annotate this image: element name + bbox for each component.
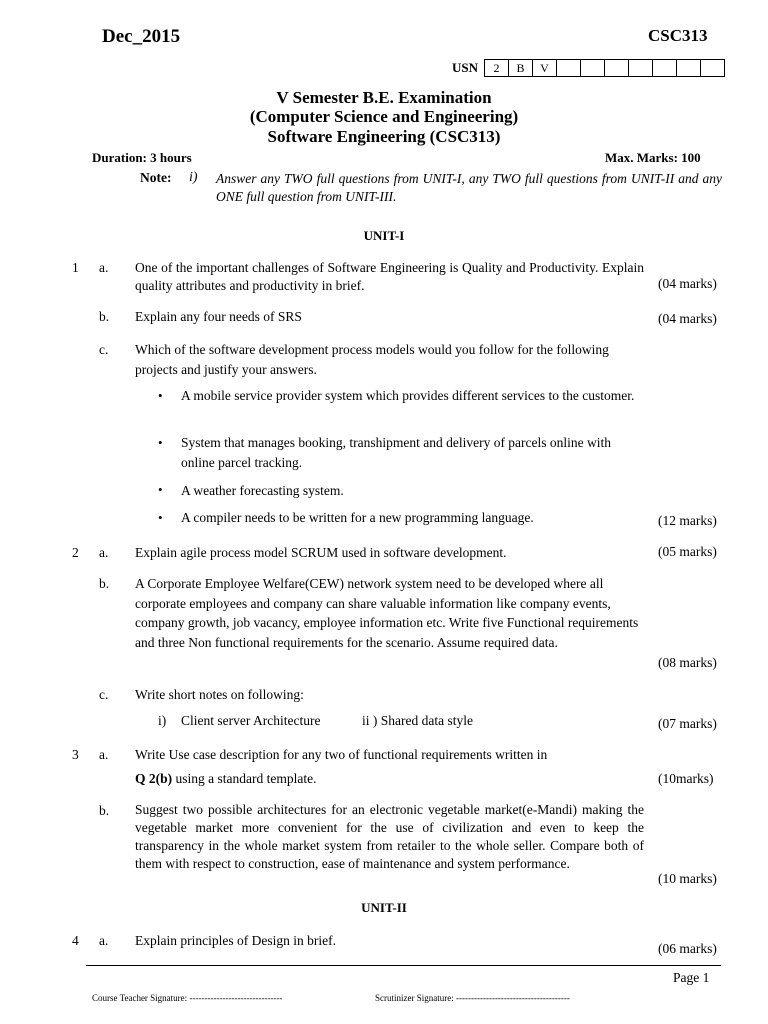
bullet-icon: •	[158, 482, 163, 497]
subject-title: Software Engineering (CSC313)	[267, 127, 501, 146]
sub-label: a.	[99, 260, 109, 275]
teacher-signature: Course Teacher Signature: -------------------------------	[92, 993, 283, 1003]
list-index: i)	[158, 713, 167, 728]
usn-box	[677, 60, 701, 76]
usn-box	[605, 60, 629, 76]
unit-heading: UNIT-II	[361, 900, 407, 915]
sub-label: a.	[99, 933, 109, 948]
usn-box	[581, 60, 605, 76]
bullet-text: A weather forecasting system.	[181, 483, 344, 498]
usn-box	[701, 60, 724, 76]
marks: (12 marks)	[658, 513, 717, 528]
question-number: 3	[72, 747, 79, 762]
duration: Duration: 3 hours	[92, 150, 192, 165]
question-text: using a standard template.	[172, 771, 317, 786]
question-text: A Corporate Employee Welfare(CEW) network system need to be developed where all corporate employees and company can share valuable information like company events, company growth, job vacancy, employee information etc. Write five Functional requirements and three Non functional requirements for the scenario. Assume required data.	[135, 576, 639, 650]
question-text: Write Use case description for any two of functional requirements written in	[135, 747, 548, 762]
sub-label: c.	[99, 342, 109, 357]
usn-field	[452, 59, 725, 77]
usn-label: USN	[452, 60, 479, 75]
list-item: ii ) Shared data style	[362, 713, 473, 728]
question-text: Suggest two possible architectures for an electronic vegetable market(e-Mandi) making the vegetable market more convenient for the use of civilization and even to keep the transparency in the whole market system from retailer to the whole seller. Compare both of them with respect to construction, ease of maintenance and system performance.	[135, 802, 644, 871]
sub-label: b.	[99, 576, 110, 591]
note-text: Answer any TWO full questions from UNIT-I, any TWO full questions from UNIT-II and any ONE full question from UNIT-III.	[216, 171, 722, 204]
question-text: One of the important challenges of Software Engineering is Quality and Productivity. Explain quality attributes and productivity in brief.	[135, 260, 644, 293]
question-text: Explain agile process model SCRUM used in software development.	[135, 545, 507, 560]
exam-date: Dec_2015	[102, 26, 181, 47]
sub-label: a.	[99, 747, 109, 762]
question-number: 4	[72, 933, 79, 948]
question-text: Explain principles of Design in brief.	[135, 933, 336, 948]
question-number: 1	[72, 260, 79, 275]
marks: (07 marks)	[658, 716, 717, 731]
usn-box: V	[533, 60, 557, 76]
question-text: Which of the software development process models would you follow for the following projects and justify your answers.	[135, 342, 609, 377]
exam-title: V Semester B.E. Examination	[276, 88, 492, 107]
usn-boxes	[484, 59, 725, 77]
footer-divider	[86, 965, 721, 966]
usn-box	[557, 60, 581, 76]
marks: (05 marks)	[658, 544, 717, 559]
bullet-text: System that manages booking, transhipment and delivery of parcels online with online parcel tracking.	[181, 435, 612, 470]
unit-heading: UNIT-I	[363, 228, 405, 243]
marks: (10 marks)	[658, 871, 717, 886]
marks: (10marks)	[658, 771, 714, 786]
marks: (06 marks)	[658, 941, 717, 956]
bullet-icon: •	[158, 388, 163, 403]
department-title: (Computer Science and Engineering)	[249, 107, 519, 126]
usn-box: 2	[485, 60, 509, 76]
sub-label: a.	[99, 545, 109, 560]
list-item: Client server Architecture	[181, 713, 321, 728]
note-label: Note:	[140, 170, 172, 185]
marks: (04 marks)	[658, 311, 717, 326]
question-text: Explain any four needs of SRS	[135, 309, 302, 324]
bullet-icon: •	[158, 510, 163, 525]
scrutinizer-signature: Scrutinizer Signature: --------------------------------------	[375, 993, 570, 1003]
sub-label: b.	[99, 309, 110, 324]
question-reference: Q 2(b)	[135, 771, 173, 786]
bullet-icon: •	[158, 435, 163, 450]
usn-box	[629, 60, 653, 76]
usn-box: B	[509, 60, 533, 76]
page-number: Page 1	[673, 970, 710, 985]
marks: (04 marks)	[658, 276, 717, 291]
note-index: i)	[189, 170, 198, 185]
course-code: CSC313	[648, 26, 708, 45]
usn-box	[653, 60, 677, 76]
question-text: Write short notes on following:	[135, 687, 304, 702]
marks: (08 marks)	[658, 655, 717, 670]
sub-label: c.	[99, 687, 109, 702]
sub-label: b.	[99, 803, 110, 818]
bullet-text: A mobile service provider system which provides different services to the customer.	[181, 388, 635, 403]
question-number: 2	[72, 545, 79, 560]
bullet-text: A compiler needs to be written for a new programming language.	[181, 510, 534, 525]
question-text-cont	[135, 771, 316, 787]
max-marks: Max. Marks: 100	[605, 150, 701, 165]
